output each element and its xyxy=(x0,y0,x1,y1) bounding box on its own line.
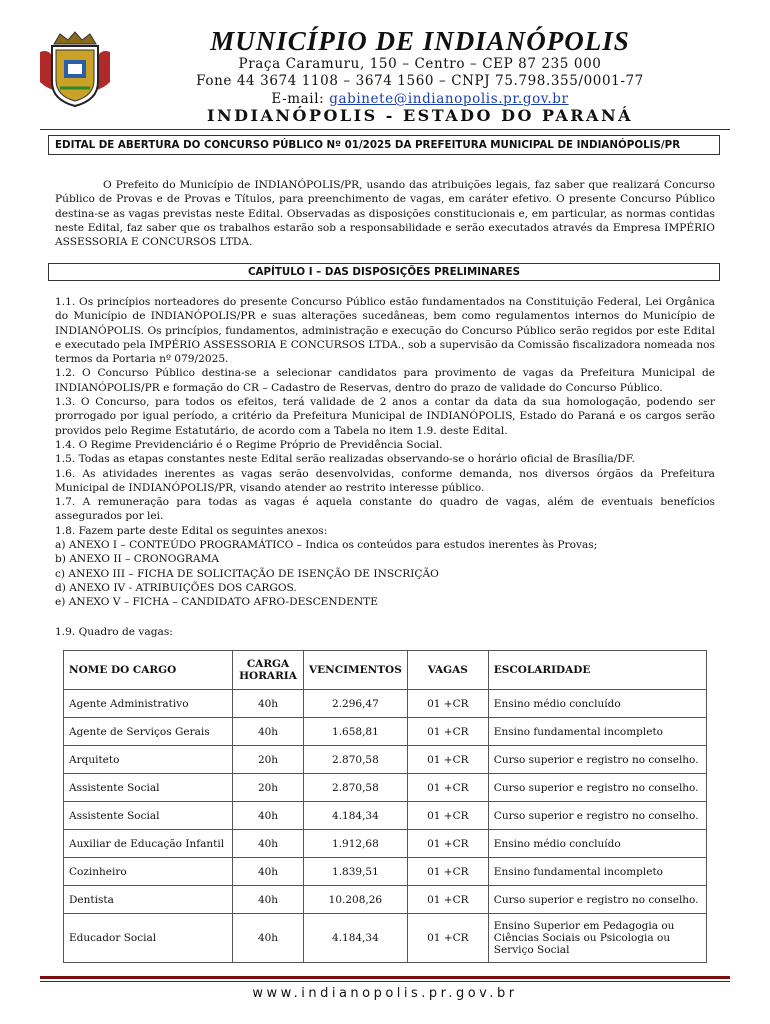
table-row xyxy=(64,802,707,830)
table-cell: Curso superior e registro no conselho. xyxy=(488,802,706,830)
table-cell: 40h xyxy=(233,718,304,746)
footer-divider xyxy=(40,976,730,979)
table-cell: 20h xyxy=(233,774,304,802)
table-cell: 01 +CR xyxy=(407,746,488,774)
table-cell: 1.658,81 xyxy=(304,718,408,746)
table-row xyxy=(64,830,707,858)
table-cell: 01 +CR xyxy=(407,914,488,963)
edital-title: EDITAL DE ABERTURA DO CONCURSO PÚBLICO Nº 01/2025 DA PREFEITURA MUNICIPAL DE INDIANÓPOLIS/PR xyxy=(48,135,720,155)
table-cell: Assistente Social xyxy=(64,774,233,802)
col-header: NOME DO CARGO xyxy=(64,651,233,690)
list-item: b) ANEXO II – CRONOGRAMA xyxy=(55,553,220,566)
list-item: c) ANEXO III – FICHA DE SOLICITAÇÃO DE ISENÇÃO DE INSCRIÇÃO xyxy=(55,567,439,580)
municipality-title: MUNICÍPIO DE INDIANÓPOLIS xyxy=(210,26,630,56)
col-header: CARGA HORARIA xyxy=(233,651,304,690)
table-cell: Assistente Social xyxy=(64,802,233,830)
table-cell: Cozinheiro xyxy=(64,858,233,886)
table-cell: 1.839,51 xyxy=(304,858,408,886)
list-item: a) ANEXO I – CONTEÚDO PROGRAMÁTICO – Indica os conteúdos para estudos inerentes às Provas; xyxy=(55,539,598,552)
list-item: e) ANEXO V – FICHA – CANDIDATO AFRO-DESCENDENTE xyxy=(55,596,378,609)
list-item: 1.4. O Regime Previdenciário é o Regime Próprio de Previdência Social. xyxy=(55,438,443,451)
table-cell: Ensino fundamental incompleto xyxy=(488,858,706,886)
table-row xyxy=(64,914,707,963)
table-row xyxy=(64,746,707,774)
table-cell: 01 +CR xyxy=(407,802,488,830)
table-cell: 1.912,68 xyxy=(304,830,408,858)
table-cell: 40h xyxy=(233,830,304,858)
table-cell: Agente de Serviços Gerais xyxy=(64,718,233,746)
state-line: INDIANÓPOLIS - ESTADO DO PARANÁ xyxy=(207,106,633,125)
table-cell: 40h xyxy=(233,802,304,830)
table-row xyxy=(64,858,707,886)
table-cell: Ensino Superior em Pedagogia ou Ciências Sociais ou Psicologia ou Serviço Social xyxy=(488,914,706,963)
table-cell: Educador Social xyxy=(64,914,233,963)
list-item: 1.7. A remuneração para todas as vagas é aquela constante do quadro de vagas, além de eventuais benefícios assegurados por lei. xyxy=(55,496,715,523)
table-cell: Arquiteto xyxy=(64,746,233,774)
list-item: 1.5. Todas as etapas constantes neste Edital serão realizadas observando-se o horário oficial de Brasília/DF. xyxy=(55,453,635,466)
table-cell: 10.208,26 xyxy=(304,886,408,914)
list-item: d) ANEXO IV - ATRIBUIÇÕES DOS CARGOS. xyxy=(55,581,297,594)
table-cell: 01 +CR xyxy=(407,774,488,802)
table-cell: Dentista xyxy=(64,886,233,914)
intro-paragraph: O Prefeito do Município de INDIANÓPOLIS/PR, usando das atribuições legais, faz saber que realizará Concurso Público de Provas e de Provas e Títulos, para preenchimento de vagas, em caráter efetivo. O presente Concurso Público destina-se as vagas previstas neste Edital. Observadas as disposições constitucionais e, em particular, as normas contidas neste Edital, faz saber que os trabalhos estarão sob a responsabilidade e serão executados através da Empresa IMPÉRIO ASSESSORIA E CONCURSOS LTDA. xyxy=(55,179,715,249)
footer-url: www.indianopolis.pr.gov.br xyxy=(252,986,518,1001)
table-row xyxy=(64,718,707,746)
footer-divider-thin xyxy=(40,981,730,982)
table-row xyxy=(64,886,707,914)
table-cell: 20h xyxy=(233,746,304,774)
table-cell: 4.184,34 xyxy=(304,802,408,830)
table-header-row xyxy=(64,651,707,690)
table-cell: Auxiliar de Educação Infantil xyxy=(64,830,233,858)
table-cell: Agente Administrativo xyxy=(64,690,233,718)
table-cell: 40h xyxy=(233,858,304,886)
list-item: 1.6. As atividades inerentes as vagas serão desenvolvidas, conforme demanda, nos diversos órgãos da Prefeitura Municipal de INDIANÓPOLIS/PR, visando atender ao restrito interesse público. xyxy=(55,467,715,494)
col-header: ESCOLARIDADE xyxy=(488,651,706,690)
chapter-title: CAPÍTULO I – DAS DISPOSIÇÕES PRELIMINARES xyxy=(48,263,720,281)
phone-line: Fone 44 3674 1108 – 3674 1560 – CNPJ 75.798.355/0001-77 xyxy=(196,73,644,89)
table-row xyxy=(64,774,707,802)
item-list xyxy=(55,295,715,610)
table-cell: 01 +CR xyxy=(407,858,488,886)
list-item: 1.8. Fazem parte deste Edital os seguintes anexos: xyxy=(55,524,328,537)
table-cell: 01 +CR xyxy=(407,886,488,914)
table-cell: Curso superior e registro no conselho. xyxy=(488,774,706,802)
table-cell: 2.870,58 xyxy=(304,746,408,774)
table-cell: Curso superior e registro no conselho. xyxy=(488,886,706,914)
table-cell: 2.870,58 xyxy=(304,774,408,802)
table-cell: 01 +CR xyxy=(407,830,488,858)
list-item: 1.2. O Concurso Público destina-se a selecionar candidatos para provimento de vagas da Prefeitura Municipal de INDIANÓPOLIS/PR e formação do CR – Cadastro de Reservas, dentro do prazo de validade do Concurso Público. xyxy=(55,367,715,394)
list-item: 1.1. Os princípios norteadores do presente Concurso Público estão fundamentados na Constituição Federal, Lei Orgânica do Município de INDIANÓPOLIS/PR e suas alterações sucedâneas, bem como regulamentos internos do Município de INDIANÓPOLIS. Os princípios, fundamentos, administração e execução do Concurso Público serão regidos por este Edital e executado pela IMPÉRIO ASSESSORIA E CONCURSOS LTDA., sob a supervisão da Comissão fiscalizadora nomeada nos termos da Portaria nº 079/2025. xyxy=(55,296,715,366)
table-cell: Ensino médio concluído xyxy=(488,830,706,858)
municipal-crest-icon xyxy=(38,30,112,110)
list-item: 1.3. O Concurso, para todos os efeitos, terá validade de 2 anos a contar da data da sua homologação, podendo ser prorrogado por igual período, a critério da Prefeitura Municipal de INDIANÓPOLIS, Estado do Paraná e os cargos serão providos pelo Regime Estatutário, de acordo com a Tabela no item 1.9. deste Edital. xyxy=(55,396,715,437)
email-line xyxy=(140,91,700,107)
table-cell: Ensino fundamental incompleto xyxy=(488,718,706,746)
table-cell: 40h xyxy=(233,886,304,914)
table-cell: 01 +CR xyxy=(407,690,488,718)
quadro-label: 1.9. Quadro de vagas: xyxy=(55,626,173,638)
table-cell: Ensino médio concluído xyxy=(488,690,706,718)
email-link[interactable]: gabinete@indianopolis.pr.gov.br xyxy=(329,91,569,107)
vacancy-table xyxy=(63,650,707,963)
col-header: VENCIMENTOS xyxy=(304,651,408,690)
table-cell: 01 +CR xyxy=(407,718,488,746)
table-row xyxy=(64,690,707,718)
email-label: E-mail: xyxy=(271,91,325,107)
col-header: VAGAS xyxy=(407,651,488,690)
table-cell: 40h xyxy=(233,914,304,963)
header-divider xyxy=(40,129,730,130)
table-cell: Curso superior e registro no conselho. xyxy=(488,746,706,774)
address-line: Praça Caramuru, 150 – Centro – CEP 87 235 000 xyxy=(238,56,602,72)
table-cell: 2.296,47 xyxy=(304,690,408,718)
table-cell: 40h xyxy=(233,690,304,718)
table-cell: 4.184,34 xyxy=(304,914,408,963)
